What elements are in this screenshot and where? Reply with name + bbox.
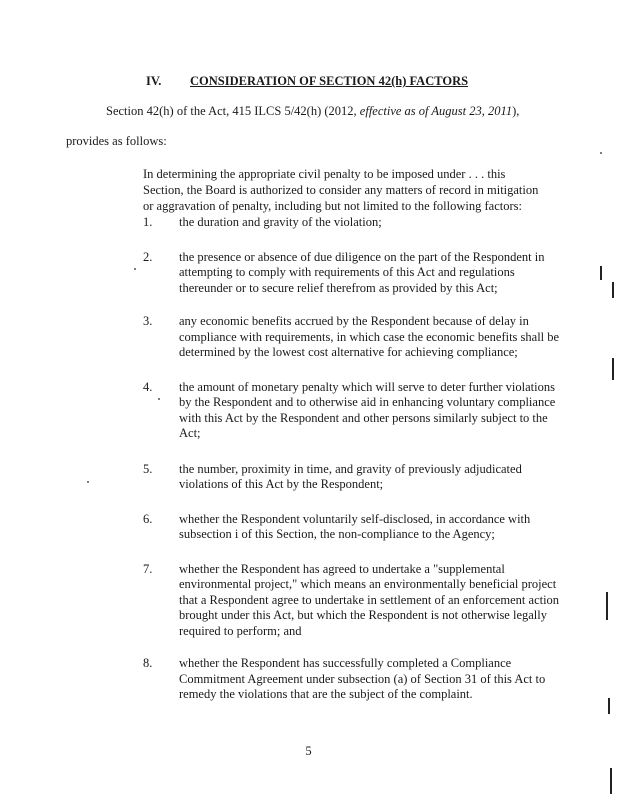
section-title: CONSIDERATION OF SECTION 42(h) FACTORS bbox=[190, 74, 469, 88]
list-item-number: 7. bbox=[143, 561, 153, 576]
provides-line: provides as follows: bbox=[66, 134, 167, 148]
list-item-text: the presence or absence of due diligence on the part of the Respondent in attempting to comply with requirements of this Act and regulations thereunder or to secure relief therefrom as provided by this Act; bbox=[179, 249, 545, 295]
intro-italic: effective as of August 23, 2011 bbox=[359, 104, 513, 118]
section-number: IV. bbox=[146, 74, 162, 88]
list-item-text: whether the Respondent has agreed to undertake a "supplemental environmental project," which means an environmentally beneficial project that a Respondent agree to undertake in settlement of an enforcement action brought under this Act, but which the Respondent is not otherwise legally required to perform; and bbox=[179, 561, 560, 638]
list-item-text: whether the Respondent voluntarily self-disclosed, in accordance with subsection i of this Section, the non-compliance to the Agency; bbox=[179, 511, 531, 541]
block-quote: In determining the appropriate civil penalty to be imposed under . . . this Section, the Board is authorized to consider any matters of record in mitigation or aggravation of penalty, including but not limited to the following factors: bbox=[143, 167, 539, 213]
scan-dot bbox=[87, 481, 89, 483]
scan-dot bbox=[134, 268, 136, 270]
scan-mark bbox=[612, 282, 614, 298]
list-item bbox=[143, 250, 563, 297]
list-item-number: 2. bbox=[143, 249, 153, 264]
list-item bbox=[143, 380, 563, 442]
scan-dot bbox=[600, 152, 602, 154]
list-item bbox=[143, 215, 563, 231]
list-item-text: whether the Respondent has successfully completed a Compliance Commitment Agreement under subsection (a) of Section 31 of this Act to remedy the violations that are the subject of the complaint. bbox=[179, 656, 546, 701]
scan-mark bbox=[610, 768, 612, 794]
intro-text: Section 42(h) of the Act, 415 ILCS 5/42(h) (2012, bbox=[106, 104, 360, 118]
list-item-text: any economic benefits accrued by the Respondent because of delay in compliance with requirements, in which case the economic benefits shall be determined by the lowest cost alternative for achieving compliance; bbox=[179, 314, 560, 359]
list-item-number: 1. bbox=[143, 215, 153, 229]
intro-tail: ), bbox=[512, 104, 520, 118]
list-item-text: the duration and gravity of the violation; bbox=[179, 215, 382, 229]
list-item bbox=[143, 512, 563, 543]
list-item-number: 3. bbox=[143, 314, 153, 328]
intro-paragraph bbox=[106, 104, 519, 119]
list-item bbox=[143, 314, 563, 361]
scan-mark bbox=[600, 266, 602, 280]
list-item bbox=[143, 656, 563, 703]
scan-mark bbox=[606, 592, 608, 620]
list-item-number: 8. bbox=[143, 656, 153, 670]
page-number: 5 bbox=[305, 744, 312, 758]
scan-dot bbox=[158, 398, 160, 400]
list-item-text: the amount of monetary penalty which will serve to deter further violations by the Respondent and to otherwise aid in enhancing voluntary compliance with this Act by the Respondent and other persons similarly subject to the Act; bbox=[179, 379, 556, 440]
list-item-number: 4. bbox=[143, 379, 153, 394]
scan-mark bbox=[608, 698, 610, 714]
list-item-text: the number, proximity in time, and gravity of previously adjudicated violations of this Act by the Respondent; bbox=[179, 461, 522, 491]
list-item-number: 5. bbox=[143, 461, 153, 476]
list-item-number: 6. bbox=[143, 511, 153, 526]
scan-mark bbox=[612, 358, 614, 380]
list-item bbox=[143, 562, 563, 640]
list-item bbox=[143, 462, 563, 493]
factor-list bbox=[143, 215, 563, 703]
